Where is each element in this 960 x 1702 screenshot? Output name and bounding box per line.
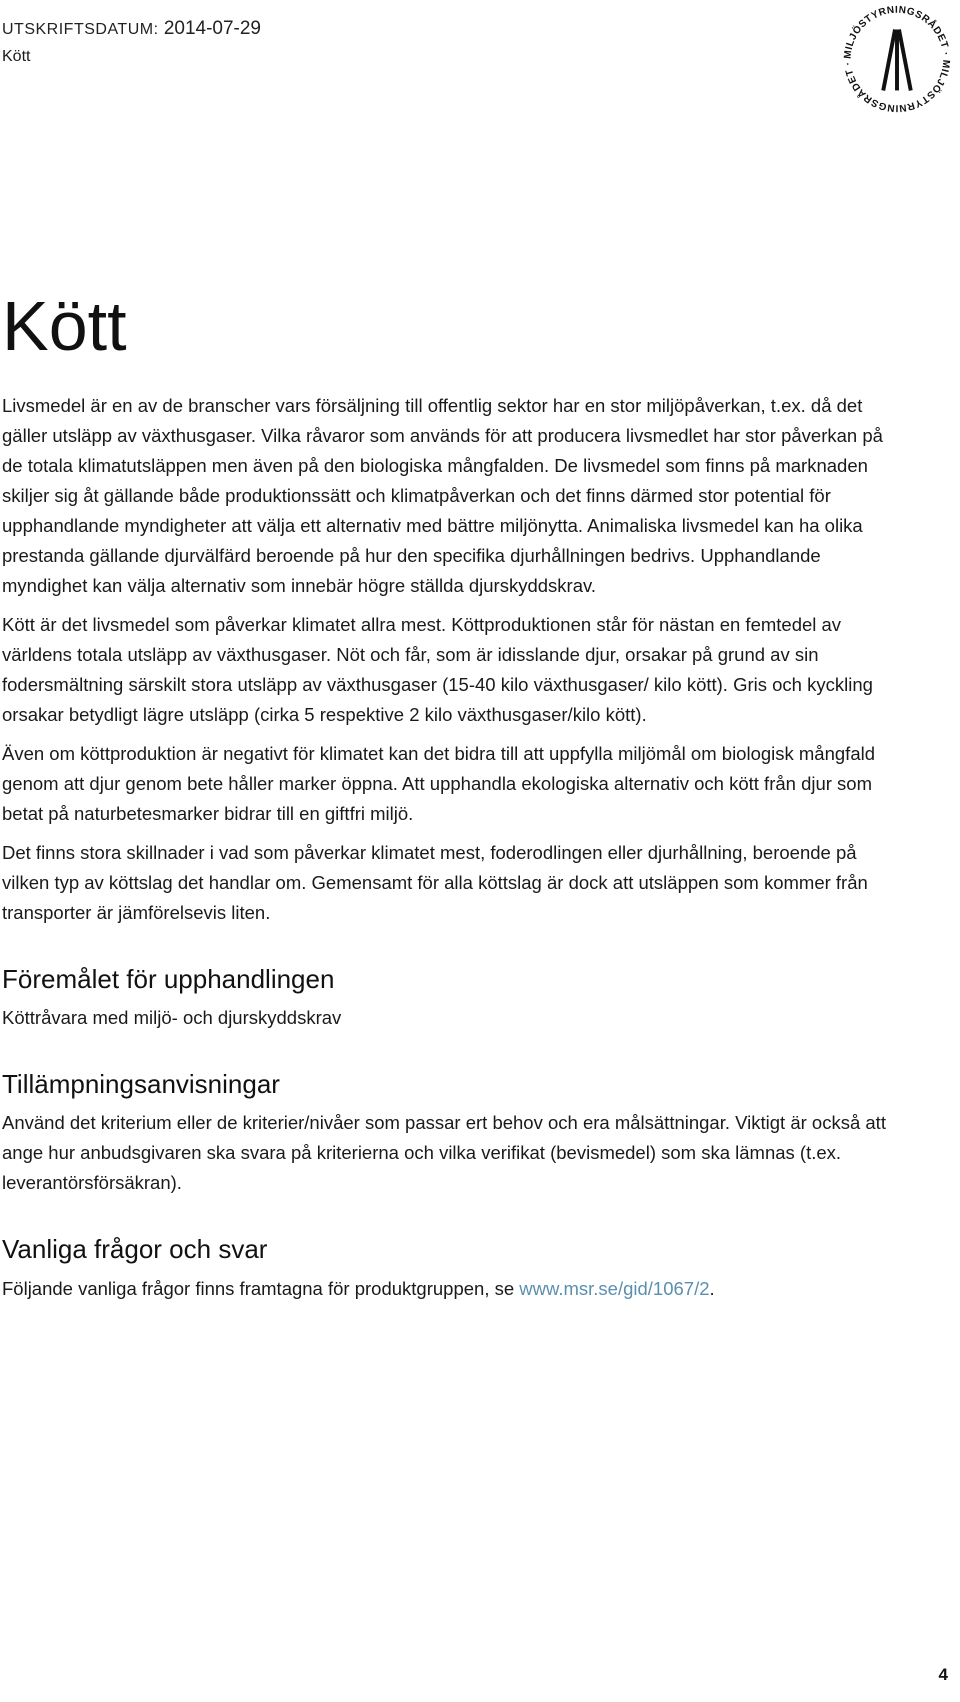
purpose-text: Köttråvara med miljö- och djurskyddskrav bbox=[2, 1007, 342, 1029]
page-number: 4 bbox=[938, 1665, 948, 1684]
faq-text bbox=[2, 1274, 902, 1304]
purpose-heading: Föremålet för upphandlingen bbox=[2, 964, 335, 994]
document-label: Kött bbox=[2, 47, 31, 65]
faq-link[interactable]: www.msr.se/gid/1067/2 bbox=[519, 1277, 710, 1299]
intro-paragraph-1: Livsmedel är en av de branscher vars försäljning till offentlig sektor har en stor miljöpåverkan, t.ex. då det gäller utsläpp av växthusgaser. Vilka råvaror som används för att producera livsmedlet har stor påverkan på de totala klimatutsläppen men även på den biologiska mångfalden. De livsmedel som finns på marknaden skiljer sig åt gällande både produktionssätt och klimatpåverkan och det finns därmed stor potential för upphandlande myndigheter att välja ett alternativ med bättre miljönytta. Animaliska livsmedel kan ha olika prestanda gällande djurvälfärd beroende på hur den specifika djurhållningen bedrivs. Upphandlande myndighet kan välja alternativ som innebär högre ställda djurskyddskrav. bbox=[2, 395, 883, 596]
print-date-value: 2014-07-29 bbox=[163, 18, 262, 39]
faq-text-before: Följande vanliga frågor finns framtagna för produktgruppen, se bbox=[2, 1277, 520, 1299]
intro-paragraph-4: Det finns stora skillnader i vad som påverkar klimatet mest, foderodlingen eller djurhållning, beroende på vilken typ av köttslag det handlar om. Gemensamt för alla köttslag är dock att utsläppen som kommer från transporter är jämförelsevis liten. bbox=[2, 842, 868, 923]
faq-heading: Vanliga frågor och svar bbox=[2, 1234, 268, 1265]
main-content bbox=[2, 280, 902, 1313]
faq-text-after: . bbox=[709, 1277, 715, 1299]
intro-paragraph-3: Även om köttproduktion är negativt för klimatet kan det bidra till att uppfylla miljömål om biologisk mångfald genom att djur genom bete håller marker öppna. Att upphandla ekologiska alternativ och kött från djur som betat på naturbetesmarker bidrar till en giftfri miljö. bbox=[2, 743, 876, 824]
instructions-heading: Tillämpningsanvisningar bbox=[2, 1069, 280, 1100]
intro-paragraph-2: Kött är det livsmedel som påverkar klimatet allra mest. Köttproduktionen står för nästan en femtedel av världens totala utsläpp av växthusgaser. Nöt och får, som är idisslande djur, orsakar på grund av sin fodersmältning särskilt stora utsläpp av växthusgaser (15-40 kilo växthusgaser/ kilo kött). Gris och kyckling orsakar betydligt lägre utsläpp (cirka 5 respektive 2 kilo växthusgaser/kilo kött). bbox=[2, 614, 873, 725]
print-date-label: UTSKRIFTSDATUM: bbox=[2, 21, 159, 38]
page-title: Kött bbox=[2, 287, 127, 365]
logo-ring-text: MILJÖSTYRNINGSRÅDET · MILJÖSTYRNINGSRÅDET · bbox=[842, 4, 952, 114]
miljostyrningsradet-logo bbox=[838, 0, 956, 118]
print-date bbox=[2, 16, 261, 42]
print-header bbox=[2, 16, 261, 67]
instructions-text: Använd det kriterium eller de kriterier/nivåer som passar ert behov och era målsättningar. Viktigt är också att ange hur anbudsgivaren ska svara på kriterierna och vilka verifikat (bevismedel) som ska lämnas (t.ex. leverantörsförsäkran). bbox=[2, 1112, 886, 1194]
